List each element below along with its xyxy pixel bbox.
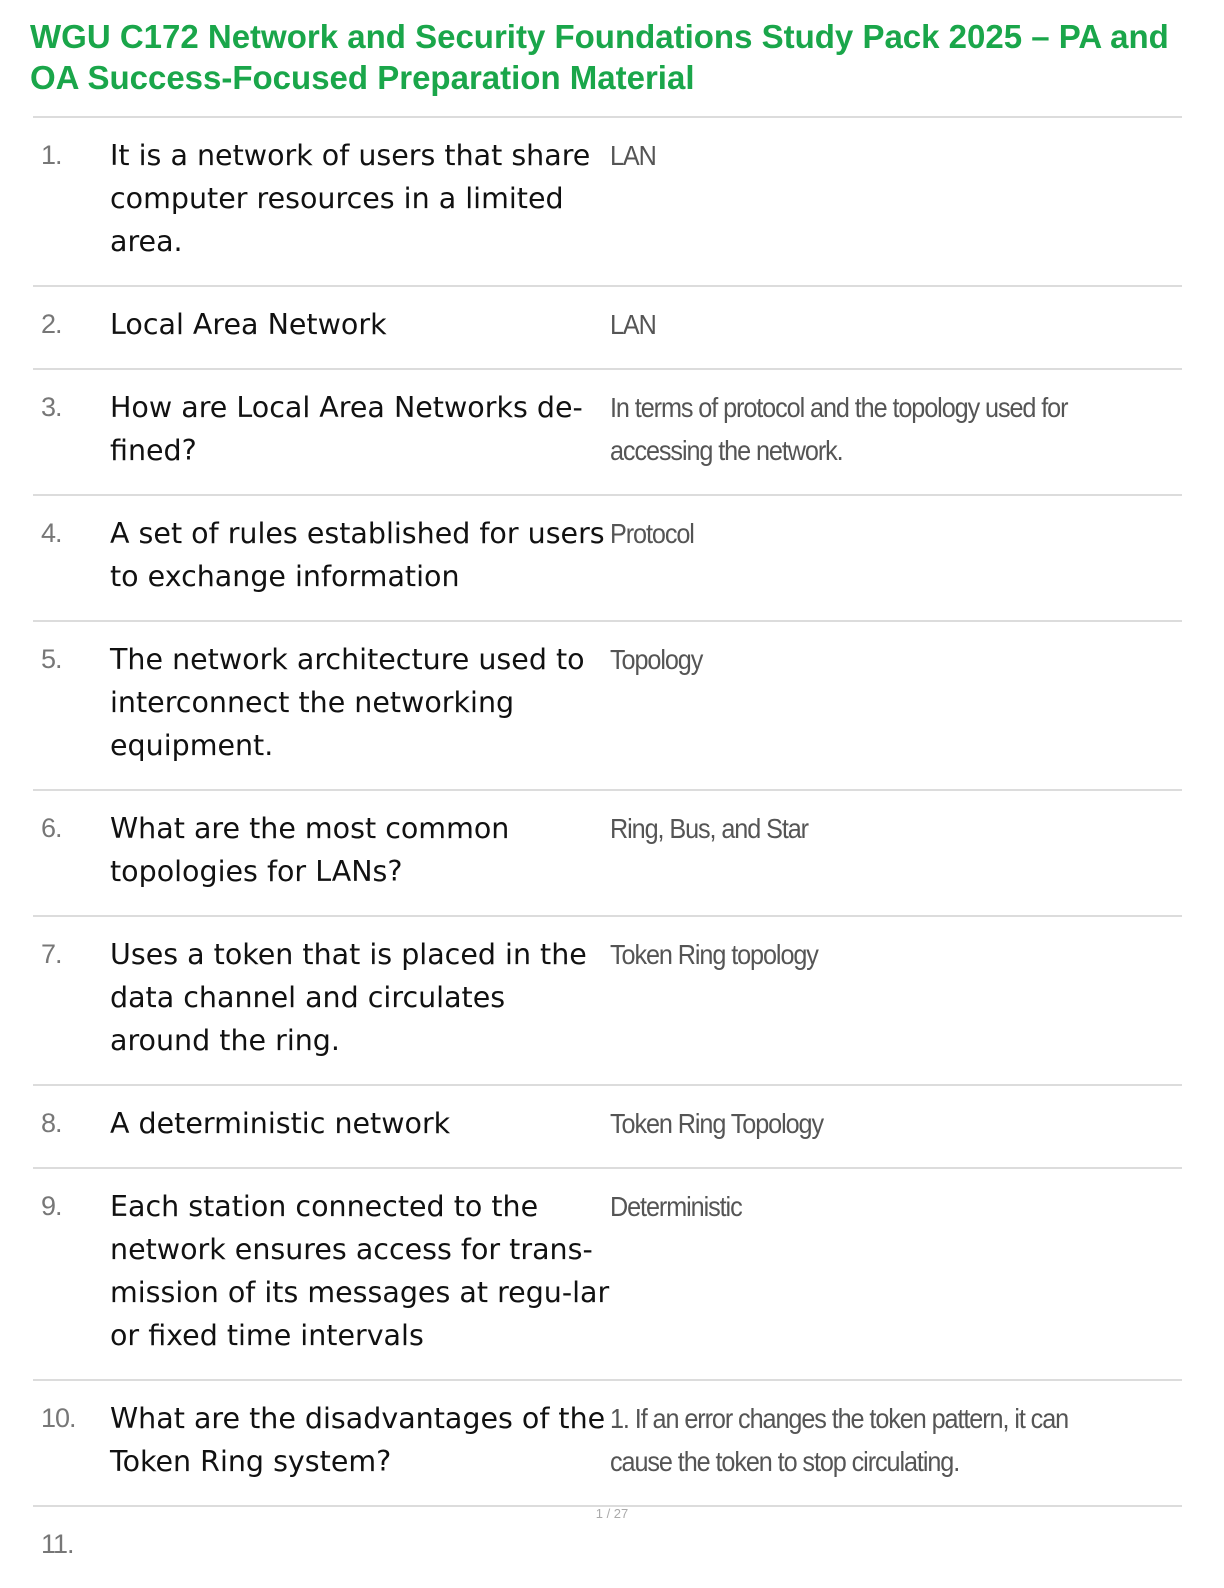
flashcard-row (33, 917, 1182, 1086)
document-title: WGU C172 Network and Security Foundations Study Pack 2025 – PA and OA Success-Focused Preparation Material (30, 18, 1169, 96)
card-number: 3. (41, 392, 62, 422)
card-definition: 1. If an error changes the token pattern, it can cause the token to stop circulating. (610, 1403, 1069, 1477)
card-number: 10. (41, 1403, 76, 1433)
card-definition: In terms of protocol and the topology used for accessing the network. (610, 392, 1068, 466)
flashcard-row (33, 1086, 1182, 1169)
flashcard-row (33, 496, 1182, 622)
card-term: Local Area Network (110, 308, 387, 341)
page-number: 1 / 27 (595, 1506, 629, 1521)
flashcard-row (33, 287, 1182, 370)
card-term: How are Local Area Networks de-fined? (110, 391, 583, 467)
card-number: 5. (41, 644, 62, 674)
card-definition: Token Ring Topology (610, 1108, 823, 1139)
card-term: A deterministic network (110, 1107, 451, 1140)
card-term: Uses a token that is placed in the data channel and circulates around the ring. (110, 938, 587, 1057)
flashcard-row (33, 370, 1182, 496)
flashcard-list (33, 116, 1182, 1588)
card-number: 4. (41, 518, 62, 548)
card-term: The network architecture used to interconnect the networking equipment. (110, 643, 585, 762)
card-definition: Topology (610, 644, 703, 675)
card-number: 9. (41, 1191, 62, 1221)
card-number: 7. (41, 939, 62, 969)
card-number: 2. (41, 309, 62, 339)
flashcard-row (33, 1381, 1182, 1507)
flashcard-row (33, 622, 1182, 791)
card-term: What are the disadvantages of the Token Ring system? (110, 1402, 606, 1478)
card-number: 11. (41, 1529, 74, 1559)
card-term: It is a network of users that share computer resources in a limited area. (110, 139, 591, 258)
card-number: 6. (41, 813, 62, 843)
card-definition: Deterministic (610, 1191, 742, 1222)
card-term: What are the most common topologies for LANs? (110, 812, 510, 888)
card-number: 1. (41, 140, 62, 170)
card-definition: Token Ring topology (610, 939, 818, 970)
card-definition: LAN (610, 309, 656, 340)
card-term: Each station connected to the network ensures access for trans-mission of its messages at regu-lar or fixed time intervals (110, 1190, 610, 1352)
flashcard-row (33, 118, 1182, 287)
card-term: A set of rules established for users to exchange information (110, 517, 605, 593)
card-number: 8. (41, 1108, 62, 1138)
card-definition: Protocol (610, 518, 694, 549)
flashcard-row (33, 791, 1182, 917)
card-definition: LAN (610, 140, 656, 171)
flashcard-row (33, 1169, 1182, 1381)
card-definition: Ring, Bus, and Star (610, 813, 808, 844)
